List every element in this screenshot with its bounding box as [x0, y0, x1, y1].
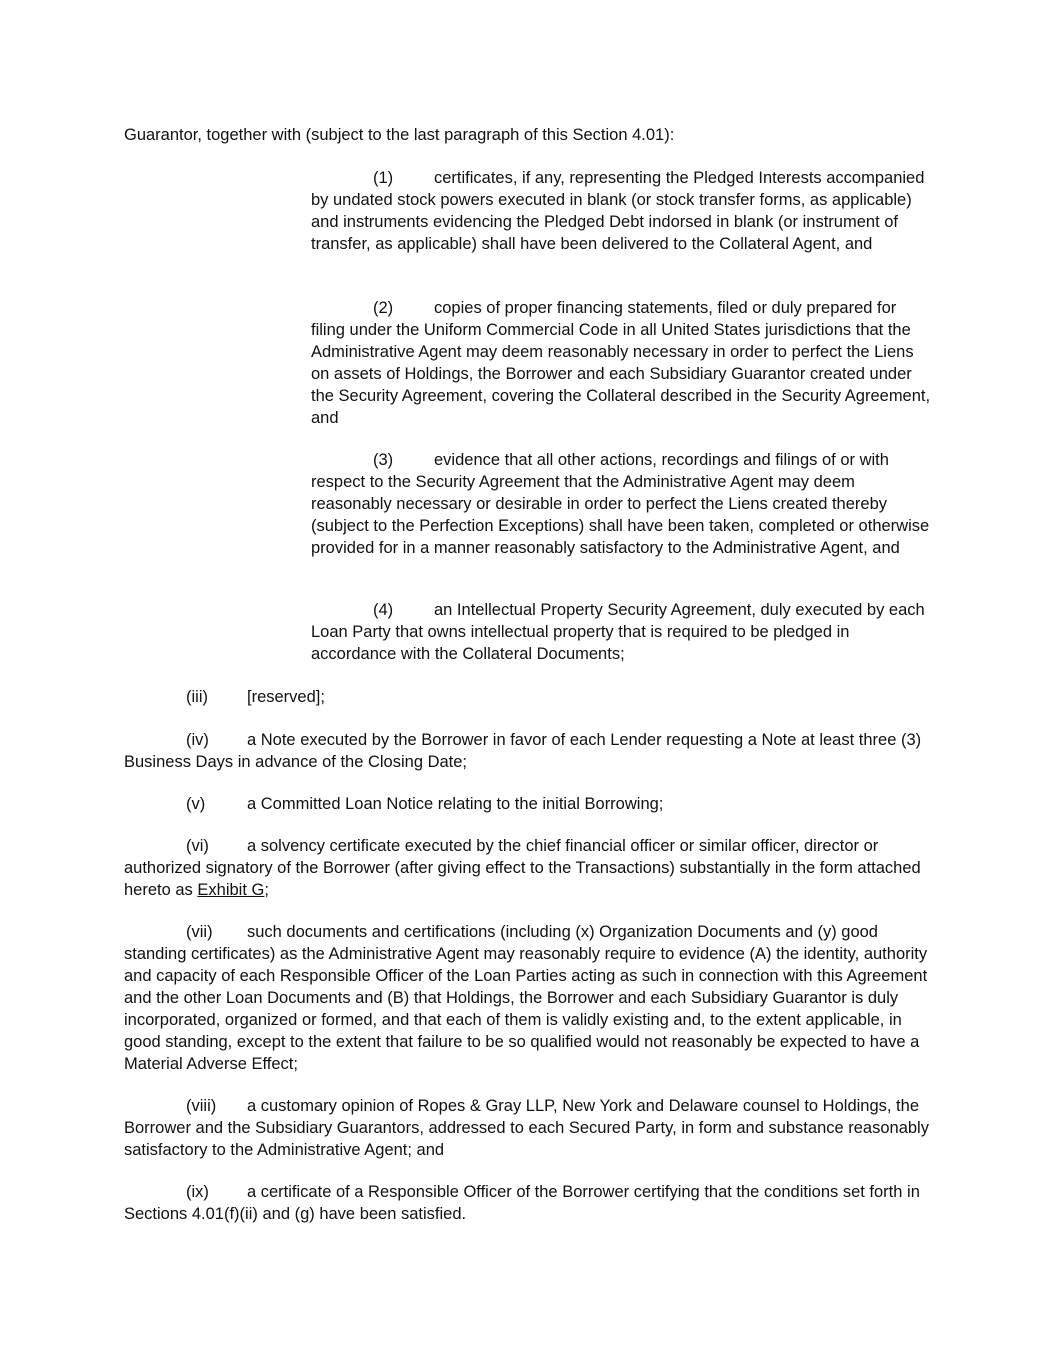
sub-item-text: an Intellectual Property Security Agreement, duly executed by each Loan Party that owns intellectual property that is required to be pledged in accordance with the Collateral Documents;: [311, 601, 925, 663]
item-text: a Note executed by the Borrower in favor of each Lender requesting a Note at least three (3) Business Days in advance of the Closing Date;: [124, 731, 922, 771]
item-number: (iii): [186, 688, 208, 706]
item-text: a Committed Loan Notice relating to the initial Borrowing;: [247, 795, 664, 813]
sub-item-number: (1): [373, 169, 394, 187]
intro-text: Guarantor, together with (subject to the last paragraph of this Section 4.01):: [124, 126, 675, 144]
item-text: such documents and certifications (including (x) Organization Documents and (y) good standing certificates) as the Administrative Agent may reasonably require to evidence (A) the identity, authority and capacity of each Responsible Officer of the Loan Parties acting as such in connection with this Agreement and the other Loan Documents and (B) that Holdings, the Borrower and each Subsidiary Guarantor is duly incorporated, organized or formed, and that each of them is validly existing and, to the extent applicable, in good standing, except to the extent that failure to be so qualified would not reasonably be expected to have a Material Adverse Effect;: [124, 923, 928, 1073]
sub-item-number: (3): [373, 451, 394, 469]
item-vi: [124, 835, 932, 901]
item-v: [124, 793, 932, 815]
item-viii: [124, 1095, 932, 1161]
item-text: [reserved];: [247, 688, 325, 706]
sub-item-3: [311, 449, 933, 559]
item-iv: [124, 729, 932, 773]
sub-item-text: copies of proper financing statements, filed or duly prepared for filing under the Uniform Commercial Code in all United States jurisdictions that the Administrative Agent may deem reasonably necessary in order to perfect the Liens on assets of Holdings, the Borrower and each Subsidiary Guarantor created under the Security Agreement, covering the Collateral described in the Security Agreement, and: [311, 299, 931, 427]
sub-item-text: evidence that all other actions, recordings and filings of or with respect to the Security Agreement that the Administrative Agent may deem reasonably necessary or desirable in order to perfect the Liens created thereby (subject to the Perfection Exceptions) shall have been taken, completed or otherwise provided for in a manner reasonably satisfactory to the Administrative Agent, and: [311, 451, 930, 557]
item-number: (vii): [186, 923, 213, 941]
intro-paragraph: [124, 124, 932, 146]
item-text: a solvency certificate executed by the chief financial officer or similar officer, director or authorized signatory of the Borrower (after giving effect to the Transactions) substantially in the form attached hereto as: [124, 837, 921, 899]
item-number: (iv): [186, 731, 209, 749]
sub-item-number: (4): [373, 601, 394, 619]
item-text-tail: ;: [264, 881, 269, 899]
item-vii: [124, 921, 932, 1075]
item-number: (vi): [186, 837, 209, 855]
sub-item-4: [311, 599, 933, 665]
sub-item-number: (2): [373, 299, 394, 317]
item-number: (v): [186, 795, 206, 813]
sub-item-text: certificates, if any, representing the Pledged Interests accompanied by undated stock powers executed in blank (or stock transfer forms, as applicable) and instruments evidencing the Pledged Debt indorsed in blank (or instrument of transfer, as applicable) shall have been delivered to the Collateral Agent, and: [311, 169, 925, 253]
sub-item-1: [311, 167, 933, 255]
exhibit-g-link[interactable]: Exhibit G: [197, 881, 265, 899]
item-number: (viii): [186, 1097, 217, 1115]
item-number: (ix): [186, 1183, 209, 1201]
item-ix: [124, 1181, 932, 1225]
item-text: a certificate of a Responsible Officer of the Borrower certifying that the conditions set forth in Sections 4.01(f)(ii) and (g) have been satisfied.: [124, 1183, 920, 1223]
sub-item-2: [311, 297, 933, 429]
item-iii: [124, 686, 932, 708]
item-text: a customary opinion of Ropes & Gray LLP, New York and Delaware counsel to Holdings, the Borrower and the Subsidiary Guarantors, addressed to each Secured Party, in form and substance reasonably satisfactory to the Administrative Agent; and: [124, 1097, 929, 1159]
